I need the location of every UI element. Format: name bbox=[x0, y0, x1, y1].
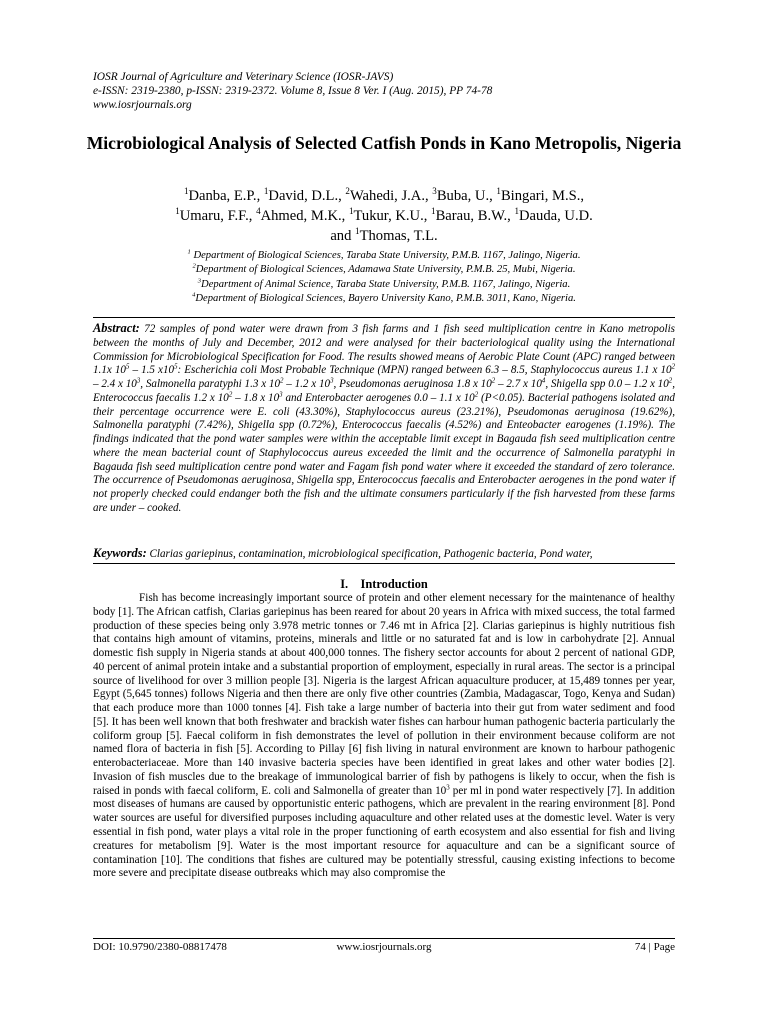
footer-divider bbox=[93, 938, 675, 939]
journal-issn: e-ISSN: 2319-2380, p-ISSN: 2319-2372. Volume 8, Issue 8 Ver. I (Aug. 2015), PP 74-78 bbox=[93, 85, 493, 97]
keywords-label: Keywords: bbox=[93, 546, 147, 560]
abstract-label: Abstract: bbox=[93, 321, 140, 335]
keywords bbox=[93, 546, 675, 561]
affiliation: $^2$Department of Biological Sciences, Adamawa State University, P.M.B. 25, Mubi, Nigeria. bbox=[192, 262, 576, 276]
footer-doi: DOI: 10.9790/2380-08817478 bbox=[93, 941, 227, 953]
journal-header bbox=[93, 70, 693, 112]
keywords-text: Clarias gariepinus, contamination, microbiological specification, Pathogenic bacteria, Pond water, bbox=[146, 548, 593, 560]
section-title: Introduction bbox=[360, 577, 428, 591]
introduction-text: Fish has become increasingly important source of protein and other element necessary for the maintenance of healthy body [1]. The African catfish, Clarias gariepinus has been reared for about 20 years in Africa with mixed success, the total farmed production of these species being only 3.978 metric tonnes or 7.46 mt in Africa [2]. Clarias gariepinus is highly nutritious fish that contains high amount of vitamins, proteins, minerals and little or no saturated fat and is low in carbohydrate [2]. Annual domestic fish supply in Nigeria stands at about 400,000 tonnes. The fishery sector accounts for about 2 percent of national GDP, 40 percent of animal protein intake and a substantial proportion of employment, especially in rural areas. The sector is a principal source of livelihood for over 3 million people [3]. Nigeria is the largest African aquaculture producer, at 15,489 tonnes per year, Egypt (5,645 tonnes) follows Nigeria and then there are only five other countries (Zambia, Madagascar, Togo, Kenya and Sudan) that each produce more than 1000 tonnes [4]. Fish take a large number of bacteria into their gut from water sediment and food [5]. It has been well known that both freshwater and brackish water fishes can harbour human pathogenic bacteria particularly the coliform group [5]. Faecal coliform in fish demonstrates the level of pollution in their environment because coliform are not named flora of bacteria in fish [5]. According to Pillay [6] fish living in natural environment are known to harbour pathogenic enterobacteriaceae. More than 140 invasive bacteria species have been identified in great lakes and other water bodies [2]. Invasion of fish muscles due to the breakage of immunological barrier of fish by pathogens is likely to occur, when the fish is raised in ponds with faecal coliform, E. coli and Salmonella of greater than $10^3$ per ml in pond water respectively [7]. In addition most diseases of humans are caused by opportunistic enteric pathogens, which are prevalent in the rearing environment [8]. Pond water sources are useful for diversified purposes including aquaculture and other related uses at the domestic level. Water is very essential in fish pond, water plays a vital role in the proper functioning of earth ecosystem and also essential for fish and living creatures for metabolism [9]. Water is the most important resource for aquaculture and can be a significant source of contamination [10]. The conditions that fishes are cultured may be potentially stressful, causing existing infections to become more severe and precipitate disease outbreaks which may also compromise the bbox=[93, 592, 675, 880]
author-name: Danba, E.P., bbox=[188, 188, 264, 204]
affiliation: $^3$Department of Animal Science, Taraba State University, P.M.B. 1167, Jalingo, Nigeria. bbox=[197, 277, 571, 290]
author-name: David, D.L., bbox=[268, 188, 346, 204]
author-line-3: and $^1$Thomas, T.L. bbox=[330, 226, 438, 244]
section-heading bbox=[93, 577, 675, 591]
journal-name: IOSR Journal of Agriculture and Veterinary Science (IOSR-JAVS) bbox=[93, 71, 394, 83]
author-name: Tukur, K.U., bbox=[353, 208, 432, 224]
author-name: Barau, B.W., bbox=[435, 208, 515, 224]
author-name: Buba, U., bbox=[436, 188, 497, 204]
author-name: Thomas, T.L. bbox=[359, 228, 438, 244]
divider-bottom bbox=[93, 563, 675, 564]
abstract: Abstract: 72 samples of pond water were drawn from 3 fish farms and 1 fish seed multiplication centre in Kano metropolis between the months of July and December, 2012 and were analysed for their bacteriological quality using the International Commission for Microbiological Specification for Food. The results showed means of Aerobic Plate Count (APC) ranged between 1.1x $10^5 - 1.5$ $x10^5$: Escherichia coli Most Probable Technique (MPN) ranged between 6.3 – 8.5, Staphylococcus aureus 1.1 x $10^2 - 2.4$ x $10^3$, Salmonella paratyphi 1.3 x $10^2 - 1.2$ x $10^3$, Pseudomonas aeruginosa 1.8 x $10^2 - 2.7$ x $10^4$, Shigella spp 0.0 – 1.2 x $10^2$, Enterococcus faecalis 1.2 x $10^2 - 1.8$ x $10^3$ and Enterobacter aerogenes 0.0 – 1.1 x $10^2$ (P<0.05). Bacterial pathogens isolated and their percentage occurrence were E. coli (43.30%), Staphylococcus aureus (23.21%), Pseudomonas aeruginosa (19.62%), Salmonella paratyphi (7.42%), Shigella spp (0.72%), Enterococcus faecalis (4.52%) and Enteobacter earogenes (1.19%). The findings indicated that the pond water samples were within the acceptable limit except in Bagauda fish seed multiplication centre where the mean bacterial count of Staphylococcus aureus exceeded the limit and the occurrence of Salmonella paratyphi in Bagauda fish seed multiplication centre pond water and Fagam fish pond water where it exceeded the standard of zero tolerance. The occurrence of Pseudomonas aeruginosa, Shigella spp, Enterococcus faecalis and Enterobacter aerogenes in the pond water if not properly checked could endanger both the fish and the ultimate consumers particularly if the fish harvested from these farms are under – cooked. bbox=[93, 321, 675, 514]
affiliation-list bbox=[80, 249, 688, 306]
footer-website: www.iosrjournals.org bbox=[336, 941, 432, 953]
paper-title: Microbiological Analysis of Selected Catfish Ponds in Kano Metropolis, Nigeria bbox=[86, 133, 682, 153]
divider-top bbox=[93, 317, 675, 318]
section-number: I. bbox=[340, 577, 349, 591]
affiliation: $^1$ Department of Biological Sciences, Taraba State University, P.M.B. 1167, Jalingo, Nigeria. bbox=[187, 248, 581, 261]
author-list bbox=[80, 186, 688, 246]
footer-page-number: 74 | Page bbox=[634, 941, 675, 953]
author-line-2: $^1$Umaru, F.F., $^4$Ahmed, M.K., $^1$Tukur, K.U., $^1$Barau, B.W., $^1$Dauda, U.D. bbox=[175, 206, 593, 224]
author-line-1: $^1$Danba, E.P., $^1$David, D.L., $^2$Wahedi, J.A., $^3$Buba, U., $^1$Bingari, M.S., bbox=[183, 186, 585, 204]
affiliation: $^4$Department of Biological Sciences, Bayero University Kano, P.M.B. 3011, Kano, Nigeria. bbox=[192, 291, 576, 304]
author-name: Bingari, M.S., bbox=[500, 188, 585, 204]
author-name: Ahmed, M.K., bbox=[260, 208, 349, 224]
author-name: Dauda, U.D. bbox=[519, 208, 593, 224]
journal-website: www.iosrjournals.org bbox=[93, 99, 192, 111]
author-name: Umaru, F.F., bbox=[179, 208, 257, 224]
author-name: Wahedi, J.A., bbox=[349, 188, 433, 204]
